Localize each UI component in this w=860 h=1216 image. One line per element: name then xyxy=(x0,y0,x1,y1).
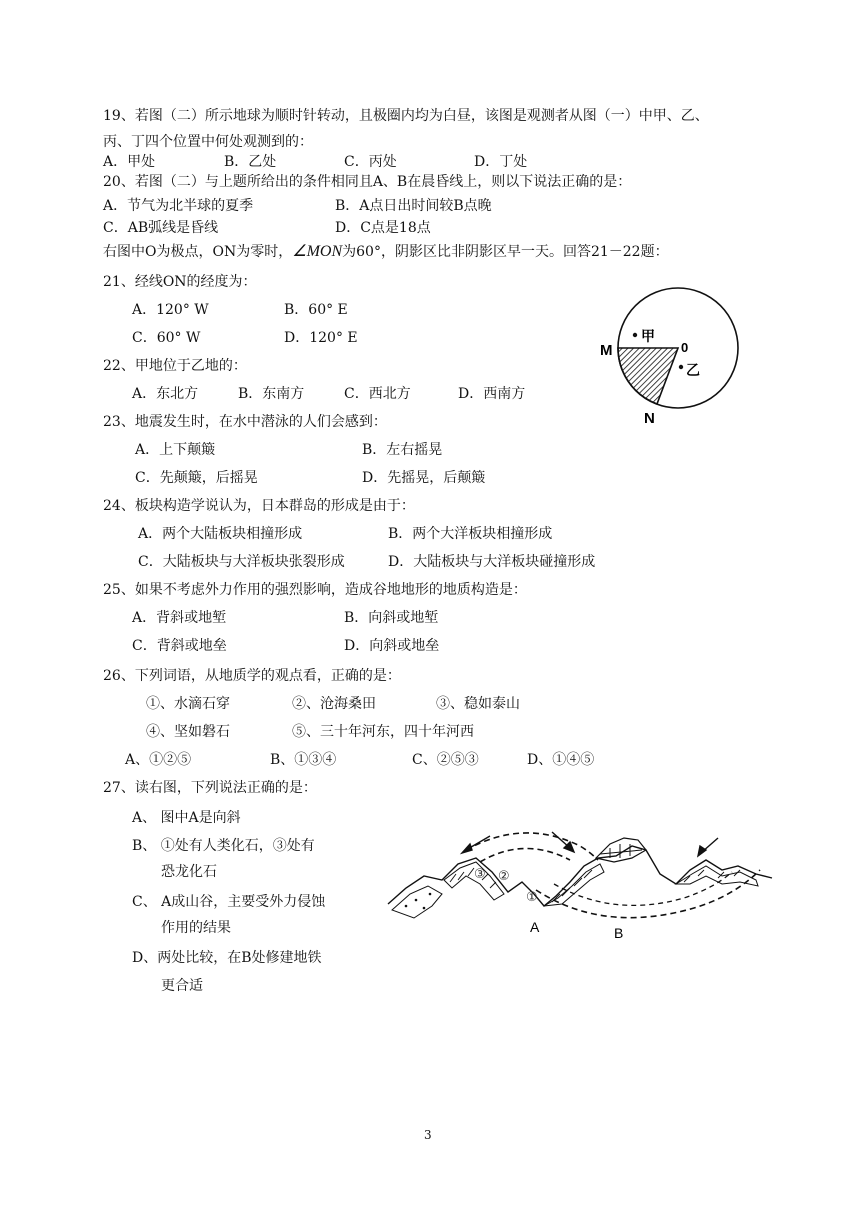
fold-arc-middle xyxy=(480,848,570,862)
intro-post: 为60°，阴影区比非阴影区早一天。回答21－22题： xyxy=(342,244,669,260)
q26-option-a: A、①②⑤ xyxy=(125,752,192,768)
label-a: A xyxy=(530,919,540,935)
point-yi xyxy=(679,365,683,369)
q19-option-b: B．乙处 xyxy=(224,154,277,170)
page-number: 3 xyxy=(424,1128,432,1142)
label-b: B xyxy=(614,925,624,941)
q21-option-d: D．120° E xyxy=(284,330,358,346)
q22-option-a: A．东北方 xyxy=(132,386,199,402)
q22-option-c: C．西北方 xyxy=(344,386,411,402)
intro-angle: ∠MON xyxy=(292,243,343,260)
marker-1: ① xyxy=(526,890,538,905)
q19-line1: 19、若图（二）所示地球为顺时针转动，且极圈内均为白昼，该图是观测者从图（一）中甲、乙、 xyxy=(103,108,709,124)
marker-2: ② xyxy=(498,869,510,884)
marker-3: ③ xyxy=(474,867,486,882)
q19-line2: 丙、丁四个位置中何处观测到的： xyxy=(103,134,313,150)
rock-layer-left xyxy=(392,886,442,918)
q27-option-b-line1: B、 ①处有人类化石，③处有 xyxy=(132,838,315,854)
q27-option-a: A、 图中A是向斜 xyxy=(132,810,241,826)
intro-line xyxy=(103,242,669,262)
q26-stem: 26、下列词语，从地质学的观点看，正确的是： xyxy=(103,668,401,684)
fold-arc-upper xyxy=(466,833,598,860)
numbered-markers xyxy=(474,867,538,905)
q26-option-b: B、①③④ xyxy=(270,752,337,768)
q23-option-d: D．先摇晃，后颠簸 xyxy=(362,470,486,486)
q27-option-c-line2: 作用的结果 xyxy=(161,920,231,936)
q23-option-a: A．上下颠簸 xyxy=(135,442,216,458)
q22-option-b: B．东南方 xyxy=(238,386,305,402)
label-jia: 甲 xyxy=(641,329,655,345)
q20-option-d: D．C点是18点 xyxy=(335,220,431,236)
q22-stem: 22、甲地位于乙地的： xyxy=(103,358,247,374)
label-o: 0 xyxy=(681,340,689,355)
q23-option-c: C．先颠簸，后摇晃 xyxy=(135,470,258,486)
q27-option-c-line1: C、 A成山谷，主要受外力侵蚀 xyxy=(132,894,326,910)
q21-option-b: B．60° E xyxy=(284,302,348,318)
label-yi: 乙 xyxy=(686,363,700,379)
intro-pre: 右图中O为极点，ON为零时， xyxy=(103,244,293,260)
q27-option-d-line2: 更合适 xyxy=(161,978,203,994)
q26-item-1: ①、水滴石穿 xyxy=(146,696,230,712)
q26-item-2: ②、沧海桑田 xyxy=(292,696,376,712)
point-jia xyxy=(633,333,637,337)
q21-option-c: C．60° W xyxy=(132,330,201,346)
q19-option-c: C．丙处 xyxy=(344,154,397,170)
q25-option-a: A．背斜或地堑 xyxy=(132,610,227,626)
q26-item-4: ④、坚如磐石 xyxy=(146,724,230,740)
q20-option-a: A．节气为北半球的夏季 xyxy=(103,198,254,214)
shaded-sector xyxy=(618,348,678,404)
q27-option-d-line1: D、两处比较，在B处修建地铁 xyxy=(132,950,322,966)
fold-diagram xyxy=(384,822,776,948)
q20-option-c: C．AB弧线是昏线 xyxy=(103,220,219,236)
q21-option-a: A．120° W xyxy=(132,302,209,318)
surface-line xyxy=(388,846,772,906)
q19-option-a: A．甲处 xyxy=(103,154,156,170)
q23-stem: 23、地震发生时，在水中潜泳的人们会感到： xyxy=(103,414,387,430)
q27-option-b-line2: 恐龙化石 xyxy=(161,864,217,880)
q23-option-b: B．左右摇晃 xyxy=(362,442,443,458)
label-m: M xyxy=(600,342,613,359)
q25-option-c: C．背斜或地垒 xyxy=(132,638,227,654)
q24-option-b: B．两个大洋板块相撞形成 xyxy=(388,526,553,542)
q25-option-d: D．向斜或地垒 xyxy=(344,638,440,654)
strata-band-right xyxy=(544,864,604,906)
q26-option-c: C、②⑤③ xyxy=(412,752,479,768)
q19-option-d: D．丁处 xyxy=(474,154,528,170)
q20-option-b: B．A点日出时间较B点晚 xyxy=(335,198,492,214)
q26-item-5: ⑤、三十年河东，四十年河西 xyxy=(292,724,474,740)
polar-diagram xyxy=(588,280,748,430)
q25-option-b: B．向斜或地堑 xyxy=(344,610,439,626)
q24-stem: 24、板块构造学说认为，日本群岛的形成是由于： xyxy=(103,498,415,514)
q25-stem: 25、如果不考虑外力作用的强烈影响，造成谷地地形的地质构造是： xyxy=(103,582,527,598)
q24-option-d: D．大陆板块与大洋板块碰撞形成 xyxy=(388,554,596,570)
q26-option-d: D、①④⑤ xyxy=(527,752,595,768)
q21-stem: 21、经线ON的经度为： xyxy=(103,274,257,290)
q27-stem: 27、读右图，下列说法正确的是： xyxy=(103,780,317,796)
label-n: N xyxy=(644,410,655,427)
q22-option-d: D．西南方 xyxy=(458,386,526,402)
q24-option-a: A．两个大陆板块相撞形成 xyxy=(138,526,303,542)
q24-option-c: C．大陆板块与大洋板块张裂形成 xyxy=(138,554,345,570)
q26-item-3: ③、稳如泰山 xyxy=(436,696,520,712)
q20-stem: 20、若图（二）与上题所给出的条件相同且A、B在晨昏线上，则以下说法正确的是： xyxy=(103,174,632,190)
